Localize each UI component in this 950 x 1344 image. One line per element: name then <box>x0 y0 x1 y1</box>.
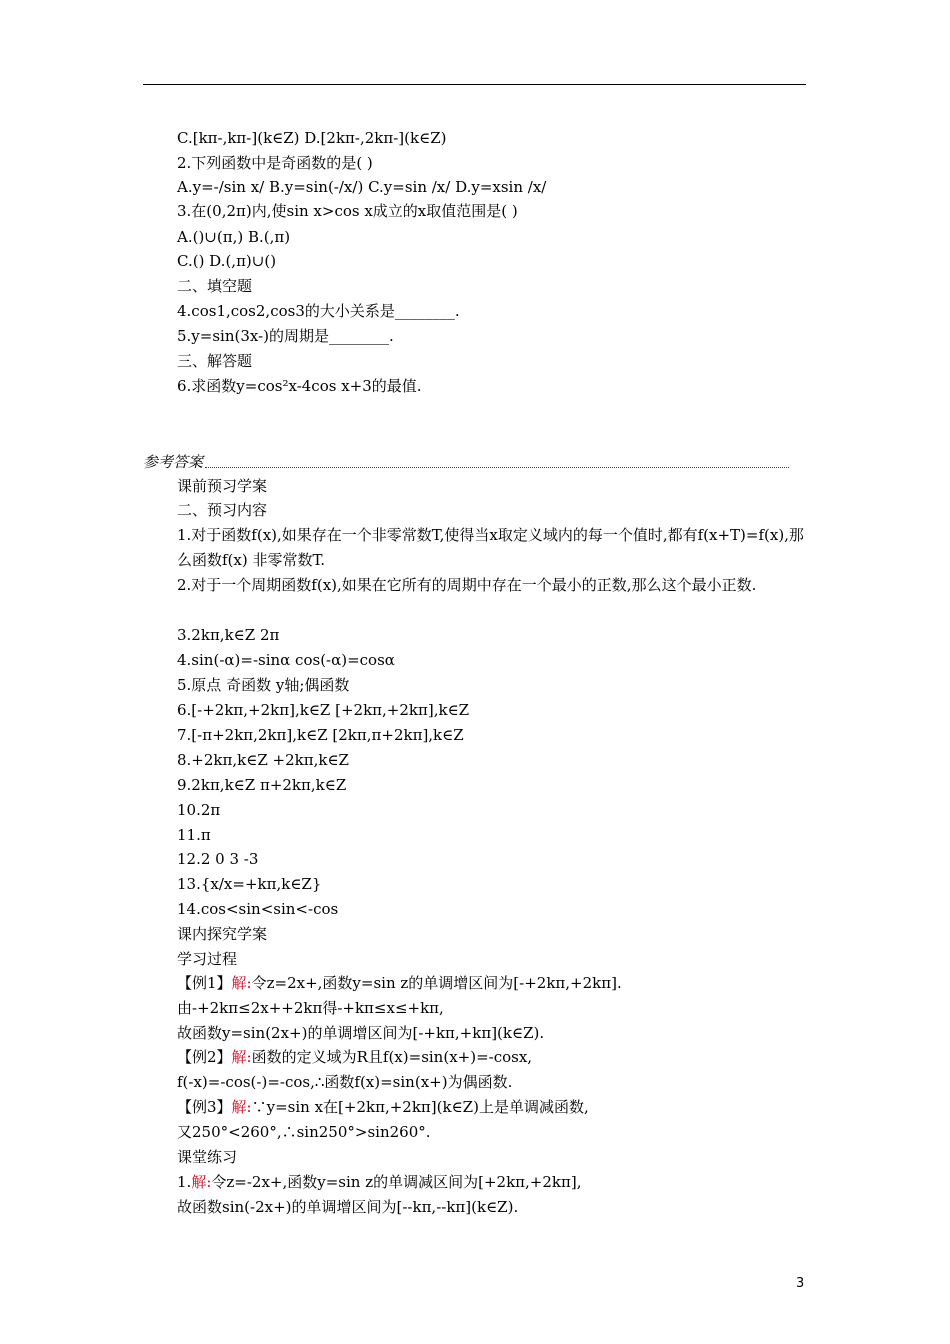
example-line: 由-+2kπ≤2x++2kπ得-+kπ≤x≤+kπ, <box>177 999 444 1017</box>
answer-paragraph: 2.对于一个周期函数f(x),如果在它所有的周期中存在一个最小的正数,那么这个最小正数. <box>177 576 757 594</box>
answer-line: 13.{x/x=+kπ,k∈Z} <box>177 875 322 893</box>
example-line <box>177 1097 589 1117</box>
example-label: 【例1】 <box>177 974 232 992</box>
solution-marker: 解: <box>231 1048 252 1066</box>
section-heading: 三、解答题 <box>177 352 253 370</box>
example-line <box>177 1172 581 1192</box>
exercise-line: C.() D.(,π)∪() <box>177 252 277 270</box>
solution-marker: 解: <box>231 974 252 992</box>
exercise-line: 4.cos1,cos2,cos3的大小关系是________. <box>177 302 460 320</box>
header-rule <box>143 84 806 85</box>
example-text: 令z=2x+,函数y=sin z的单调增区间为[-+2kπ,+2kπ]. <box>251 974 622 992</box>
dotted-leader <box>205 466 789 468</box>
section-heading: 二、填空题 <box>177 277 253 295</box>
example-line: 又250°<260°,∴sin250°>sin260°. <box>177 1123 431 1141</box>
example-text: ∵y=sin x在[+2kπ,+2kπ](k∈Z)上是单调减函数, <box>251 1098 589 1116</box>
answer-line: 7.[-π+2kπ,2kπ],k∈Z [2kπ,π+2kπ],k∈Z <box>177 726 464 744</box>
example-line: f(-x)=-cos(-)=-cos,∴函数f(x)=sin(x+)为偶函数. <box>177 1073 513 1091</box>
exercise-line: 3.在(0,2π)内,使sin x>cos x成立的x取值范围是( ) <box>177 202 518 220</box>
section-heading: 二、预习内容 <box>177 501 268 519</box>
answer-header-label: 参考答案 <box>143 453 204 471</box>
section-heading: 学习过程 <box>177 950 238 968</box>
page-number: 3 <box>796 1276 805 1291</box>
exercise-line: 5.y=sin(3x-)的周期是________. <box>177 327 394 345</box>
answer-line: 3.2kπ,k∈Z 2π <box>177 626 280 644</box>
solution-marker: 解: <box>191 1173 212 1191</box>
exercise-line: C.[kπ-,kπ-](k∈Z) D.[2kπ-,2kπ-](k∈Z) <box>177 129 447 147</box>
answer-line: 5.原点 奇函数 y轴;偶函数 <box>177 676 350 694</box>
example-line: 故函数y=sin(2x+)的单调增区间为[-+kπ,+kπ](k∈Z). <box>177 1024 545 1042</box>
example-line <box>177 973 622 993</box>
exercise-line: 2.下列函数中是奇函数的是( ) <box>177 154 373 172</box>
section-heading: 课堂练习 <box>177 1148 238 1166</box>
example-text: 令z=-2x+,函数y=sin z的单调减区间为[+2kπ,+2kπ], <box>211 1173 582 1191</box>
answer-line: 12.2 0 3 -3 <box>177 850 259 868</box>
example-text: 函数的定义域为R且f(x)=sin(x+)=-cosx, <box>251 1048 533 1066</box>
exercise-line: 6.求函数y=cos²x-4cos x+3的最值. <box>177 377 422 395</box>
exercise-line: A.()∪(π,) B.(,π) <box>177 228 291 246</box>
example-line: 故函数sin(-2x+)的单调增区间为[--kπ,--kπ](k∈Z). <box>177 1198 519 1216</box>
answer-line: 9.2kπ,k∈Z π+2kπ,k∈Z <box>177 776 347 794</box>
answer-line: 8.+2kπ,k∈Z +2kπ,k∈Z <box>177 751 349 769</box>
answer-line: 14.cos<sin<sin<-cos <box>177 900 339 918</box>
example-line <box>177 1047 532 1067</box>
solution-marker: 解: <box>231 1098 252 1116</box>
answer-line: 10.2π <box>177 801 221 819</box>
answer-line: 11.π <box>177 826 211 844</box>
answer-line: 4.sin(-α)=-sinα cos(-α)=cosα <box>177 651 395 669</box>
section-heading: 课前预习学案 <box>177 477 268 495</box>
example-label: 1. <box>177 1173 192 1191</box>
answer-header <box>143 452 789 472</box>
answer-line: 6.[-+2kπ,+2kπ],k∈Z [+2kπ,+2kπ],k∈Z <box>177 701 470 719</box>
exercise-line: A.y=-/sin x/ B.y=sin(-/x/) C.y=sin /x/ D.y=xsin /x/ <box>177 178 547 196</box>
answer-paragraph: 1.对于函数f(x),如果存在一个非零常数T,使得当x取定义域内的每一个值时,都有f(x+T)=f(x),那么函数f(x) 非零常数T. <box>177 526 804 569</box>
section-heading: 课内探究学案 <box>177 925 268 943</box>
example-label: 【例2】 <box>177 1048 232 1066</box>
example-label: 【例3】 <box>177 1098 232 1116</box>
